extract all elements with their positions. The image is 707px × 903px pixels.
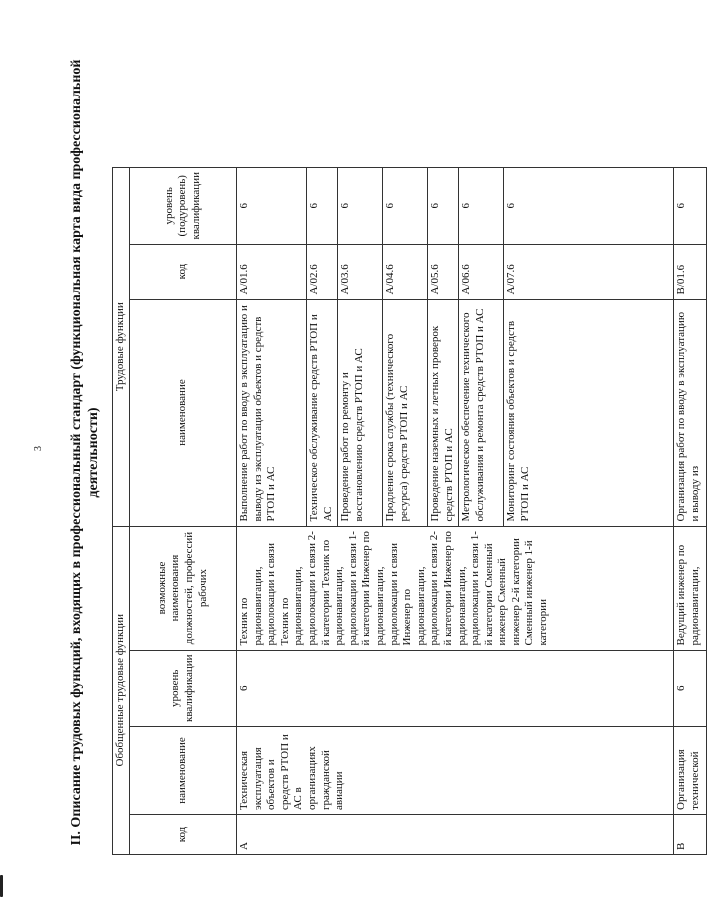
header-function-level: уровень (подуровень) квалификации xyxy=(130,168,237,244)
header-function-code: код xyxy=(130,244,237,299)
gen-level-cell: 6 xyxy=(674,650,707,726)
rotated-page-content xyxy=(0,30,701,875)
function-code-cell: A/04.6 xyxy=(383,244,428,299)
function-code-cell: B/01.6 xyxy=(674,244,707,299)
labor-functions-header: Трудовые функции xyxy=(113,168,130,526)
header-name: наименование xyxy=(130,727,237,815)
section-heading: II. Описание трудовых функций, входящих в профессиональный стандарт (функциональная карта вида профессиональной деятельности) xyxy=(69,59,101,846)
function-code-cell: A/07.6 xyxy=(504,244,674,299)
generalized-functions-header: Обобщенные трудовые функции xyxy=(113,526,130,854)
function-name-cell: Проведение работ по ремонту и восстановлению средств РТОП и АС xyxy=(338,299,383,526)
header-function-name: наименование xyxy=(130,299,237,526)
scan-edge-mark xyxy=(0,875,3,897)
function-code-cell: A/03.6 xyxy=(338,244,383,299)
header-code: код xyxy=(130,815,237,855)
gen-code-cell: B xyxy=(674,815,707,855)
table-subheader-row xyxy=(130,168,237,855)
function-code-cell: A/02.6 xyxy=(307,244,338,299)
table-row xyxy=(674,168,707,855)
table-row xyxy=(237,168,307,855)
function-code-cell: A/06.6 xyxy=(459,244,504,299)
gen-positions-cell: Техник по радионавигации, радиолокации и связи Техник по радионавигации, радиолокации и связи 2-й категории Техник по радионавигации, радиолокации и связи 1-й категории Инженер по радионавигации, радиолокации и связи Инженер по радионавигации, радиолокации и связи 2-й категории Инженер по радионавигации, радиолокации и связи 1-й категории Сменный инженер Сменный инженер 2-й категории Сменный инженер 1-й категории xyxy=(237,526,674,650)
function-name-cell: Мониторинг состояния объектов и средств РТОП и АС xyxy=(504,299,674,526)
function-name-cell: Продление срока службы (технического ресурса) средств РТОП и АС xyxy=(383,299,428,526)
function-level-cell: 6 xyxy=(504,168,674,244)
function-level-cell: 6 xyxy=(237,168,307,244)
table-header-row xyxy=(113,168,130,855)
function-code-cell: A/05.6 xyxy=(428,244,459,299)
function-level-cell: 6 xyxy=(383,168,428,244)
function-level-cell: 6 xyxy=(459,168,504,244)
function-level-cell: 6 xyxy=(674,168,707,244)
function-name-cell: Метрологическое обеспечение технического обслуживания и ремонта средств РТОП и АС xyxy=(459,299,504,526)
function-name-cell: Техническое обслуживание средств РТОП и АС xyxy=(307,299,338,526)
gen-name-cell: Техническая эксплуатация объектов и средств РТОП и АС в организациях гражданской авиации xyxy=(237,727,674,815)
function-level-cell: 6 xyxy=(428,168,459,244)
functional-map-table xyxy=(112,167,707,855)
page-number: 3 xyxy=(33,446,44,451)
function-level-cell: 6 xyxy=(338,168,383,244)
function-name-cell: Проведение наземных и летных проверок средств РТОП и АС xyxy=(428,299,459,526)
gen-code-cell: A xyxy=(237,815,674,855)
header-level: уровень квалификации xyxy=(130,650,237,726)
function-level-cell: 6 xyxy=(307,168,338,244)
gen-positions-cell: Ведущий инженер по радионавигации, xyxy=(674,526,707,650)
gen-name-cell: Организация технической xyxy=(674,727,707,815)
function-name-cell: Организация работ по вводу в эксплуатацию и выводу из xyxy=(674,299,707,526)
function-name-cell: Выполнение работ по вводу в эксплуатацию и выводу из эксплуатации объектов и средств РТОП и АС xyxy=(237,299,307,526)
gen-level-cell: 6 xyxy=(237,650,674,726)
header-positions: возможные наименования должностей, профессий рабочих xyxy=(130,526,237,650)
function-code-cell: A/01.6 xyxy=(237,244,307,299)
